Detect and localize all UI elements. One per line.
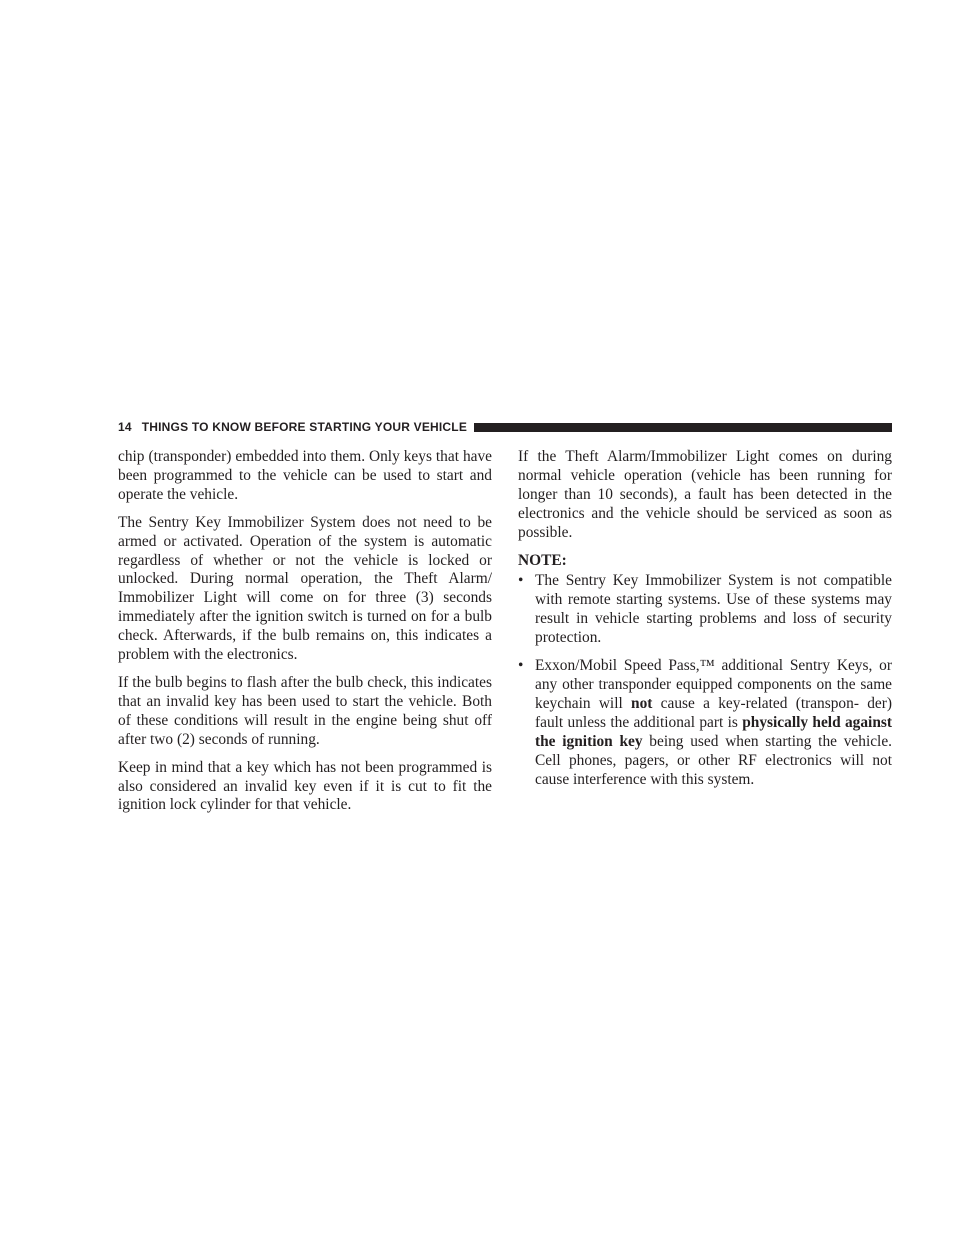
paragraph-invalid-key: Keep in mind that a key which has not been programmed is also considered an invalid key even if it is cut to fit the ignition lock cylinder for that vehicle.	[118, 758, 492, 814]
list-item	[518, 657, 892, 789]
bold-emphasis: physically held against the ignition key	[535, 713, 892, 750]
page-number: 14	[118, 420, 132, 434]
list-item	[518, 572, 892, 648]
header-rule-bar	[474, 423, 892, 432]
paragraph-fault-detected: If the Theft Alarm/Immobilizer Light comes on during normal vehicle operation (vehicle has been running for longer than 10 seconds), a fault has been detected in the electronics and the vehicle should be serviced as soon as possible.	[518, 448, 892, 541]
right-column	[518, 448, 892, 798]
section-title: THINGS TO KNOW BEFORE STARTING YOUR VEHICLE	[141, 420, 468, 434]
paragraph-system-operation: The Sentry Key Immobilizer System does not need to be armed or activated. Operation of the system is automatic regardless of whether or not the vehicle is locked or unlocked. During normal operation, the Theft Alarm/ Immobilizer Light will come on for three (3) seconds immediately after the ignition switch is turned on for a bulb check. Afterwards, if the bulb remains on, this indicates a problem with the electronics.	[118, 513, 492, 664]
left-column	[118, 448, 492, 824]
bullet-icon: •	[518, 572, 524, 590]
note-label: NOTE:	[518, 551, 567, 569]
page-header	[118, 419, 892, 435]
bold-emphasis: not	[631, 694, 653, 712]
note-list	[518, 572, 892, 789]
bullet-icon: •	[518, 657, 524, 675]
paragraph-bulb-flash: If the bulb begins to flash after the bulb check, this indicates that an invalid key has been used to start the vehicle. Both of these conditions will result in the engine being shut off after two (2) seconds of running.	[118, 673, 492, 748]
bullet-text-remote-start: The Sentry Key Immobilizer System is not compatible with remote starting systems. Use of these systems may result in vehicle starting problems and loss of security protection.	[535, 572, 892, 647]
bullet-text-part: being used when starting the vehicle. Cell phones, pagers, or other RF electronics will not cause interference with this system.	[535, 732, 893, 788]
paragraph-transponder-chip: chip (transponder) embedded into them. Only keys that have been programmed to the vehicle can be used to start and operate the vehicle.	[118, 448, 492, 503]
bullet-text-speed-pass	[535, 657, 892, 787]
bullet-text-part: cause a key-related (transpon- der) fault unless the additional part is	[535, 694, 892, 731]
bullet-text-part: Exxon/Mobil Speed Pass,™ additional Sentry Keys, or any other transponder equipped components on the same keychain will	[535, 657, 892, 712]
